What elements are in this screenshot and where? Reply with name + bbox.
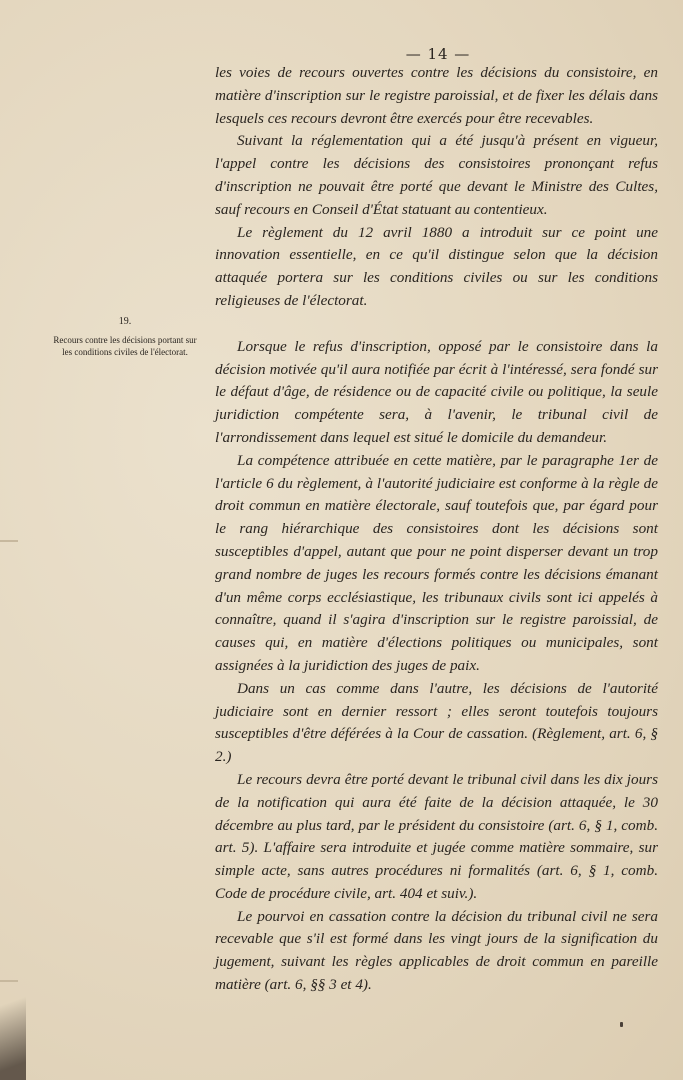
paragraph: les voies de recours ouvertes contre les décisions du consistoire, en matière d'inscription sur le registre paroissial, et de fixer les délais dans lesquels ces recours devront être exercés pour être recevables. — [215, 64, 658, 127]
paragraph: Le règlement du 12 avril 1880 a introduit sur ce point une innovation essentielle, en ce qu'il distingue selon que la décision attaquée portera sur les conditions civiles ou sur les conditions religieuses de l'électorat. — [215, 223, 658, 309]
ink-speck — [620, 1022, 623, 1027]
corner-stain — [0, 970, 26, 1080]
paragraph: Dans un cas comme dans l'autre, les décisions de l'autorité judiciaire sont en dernier ressort ; elles seront toutefois toujours susceptibles d'être déférées à la Cour de cassation. (Règlement, art. 6, § 2.) — [215, 679, 658, 766]
text-column — [215, 62, 658, 997]
paragraph: Lorsque le refus d'inscription, opposé par le consistoire dans la décision motivée qu'il aura notifiée par écrit à l'intéressé, sera fondé sur le défaut d'âge, de résidence ou de capacité civile ou politique, la seule juridiction compétente sera, à l'avenir, le tribunal civil de l'arrondissement dans lequel est situé le domicile du demandeur. — [215, 337, 658, 446]
paragraph: Le pourvoi en cassation contre la décision du tribunal civil ne sera recevable que s'il est formé dans les vingt jours de la signification du jugement, suivant les règles applicables de droit commun en pareille matière (art. 6, §§ 3 et 4). — [215, 907, 658, 994]
paper-crease — [0, 540, 18, 542]
paragraph: Suivant la réglementation qui a été jusqu'à présent en vigueur, l'appel contre les décisions des consistoires prononçant refus d'inscription ne pouvait être porté que devant le Ministre des Cultes, sauf recours en Conseil d'État statuant au contentieux. — [215, 132, 658, 218]
margin-note-number: 19. — [118, 316, 132, 327]
margin-note — [52, 316, 198, 358]
page-number: — 14 — — [405, 45, 471, 63]
paragraph: Le recours devra être porté devant le tribunal civil dans les dix jours de la notification qui aura été faite de la décision attaquée, le 30 décembre au plus tard, par le président du consistoire (art. 6, § 1, comb. art. 5). L'affaire sera introduite et jugée comme matière sommaire, sur simple acte, sans autres procédures ni formalités (art. 6, § 1, comb. Code de procédure civile, art. 404 et suiv.). — [215, 770, 658, 902]
margin-note-text: Recours contre les décisions portant sur les conditions civiles de l'électorat. — [53, 335, 197, 357]
paragraph: La compétence attribuée en cette matière, par le paragraphe 1er de l'article 6 du règlement, à l'autorité judiciaire est conforme à la règle de droit commun en matière électorale, sauf toutefois que, par égard pour le rang hiérarchique des consistoires dont les décisions sont susceptibles d'appel, autant que pour ne point disperser devant un trop grand nombre de juges les recours formés contre les décisions émanant d'un même corps ecclésiastique, les tribunaux civils sont ici appelés à connaître, quand il s'agira d'inscription sur le registre paroissial, de causes qui, en matière d'élections politiques ou municipales, sont assignées à la juridiction des juges de paix. — [215, 451, 658, 674]
